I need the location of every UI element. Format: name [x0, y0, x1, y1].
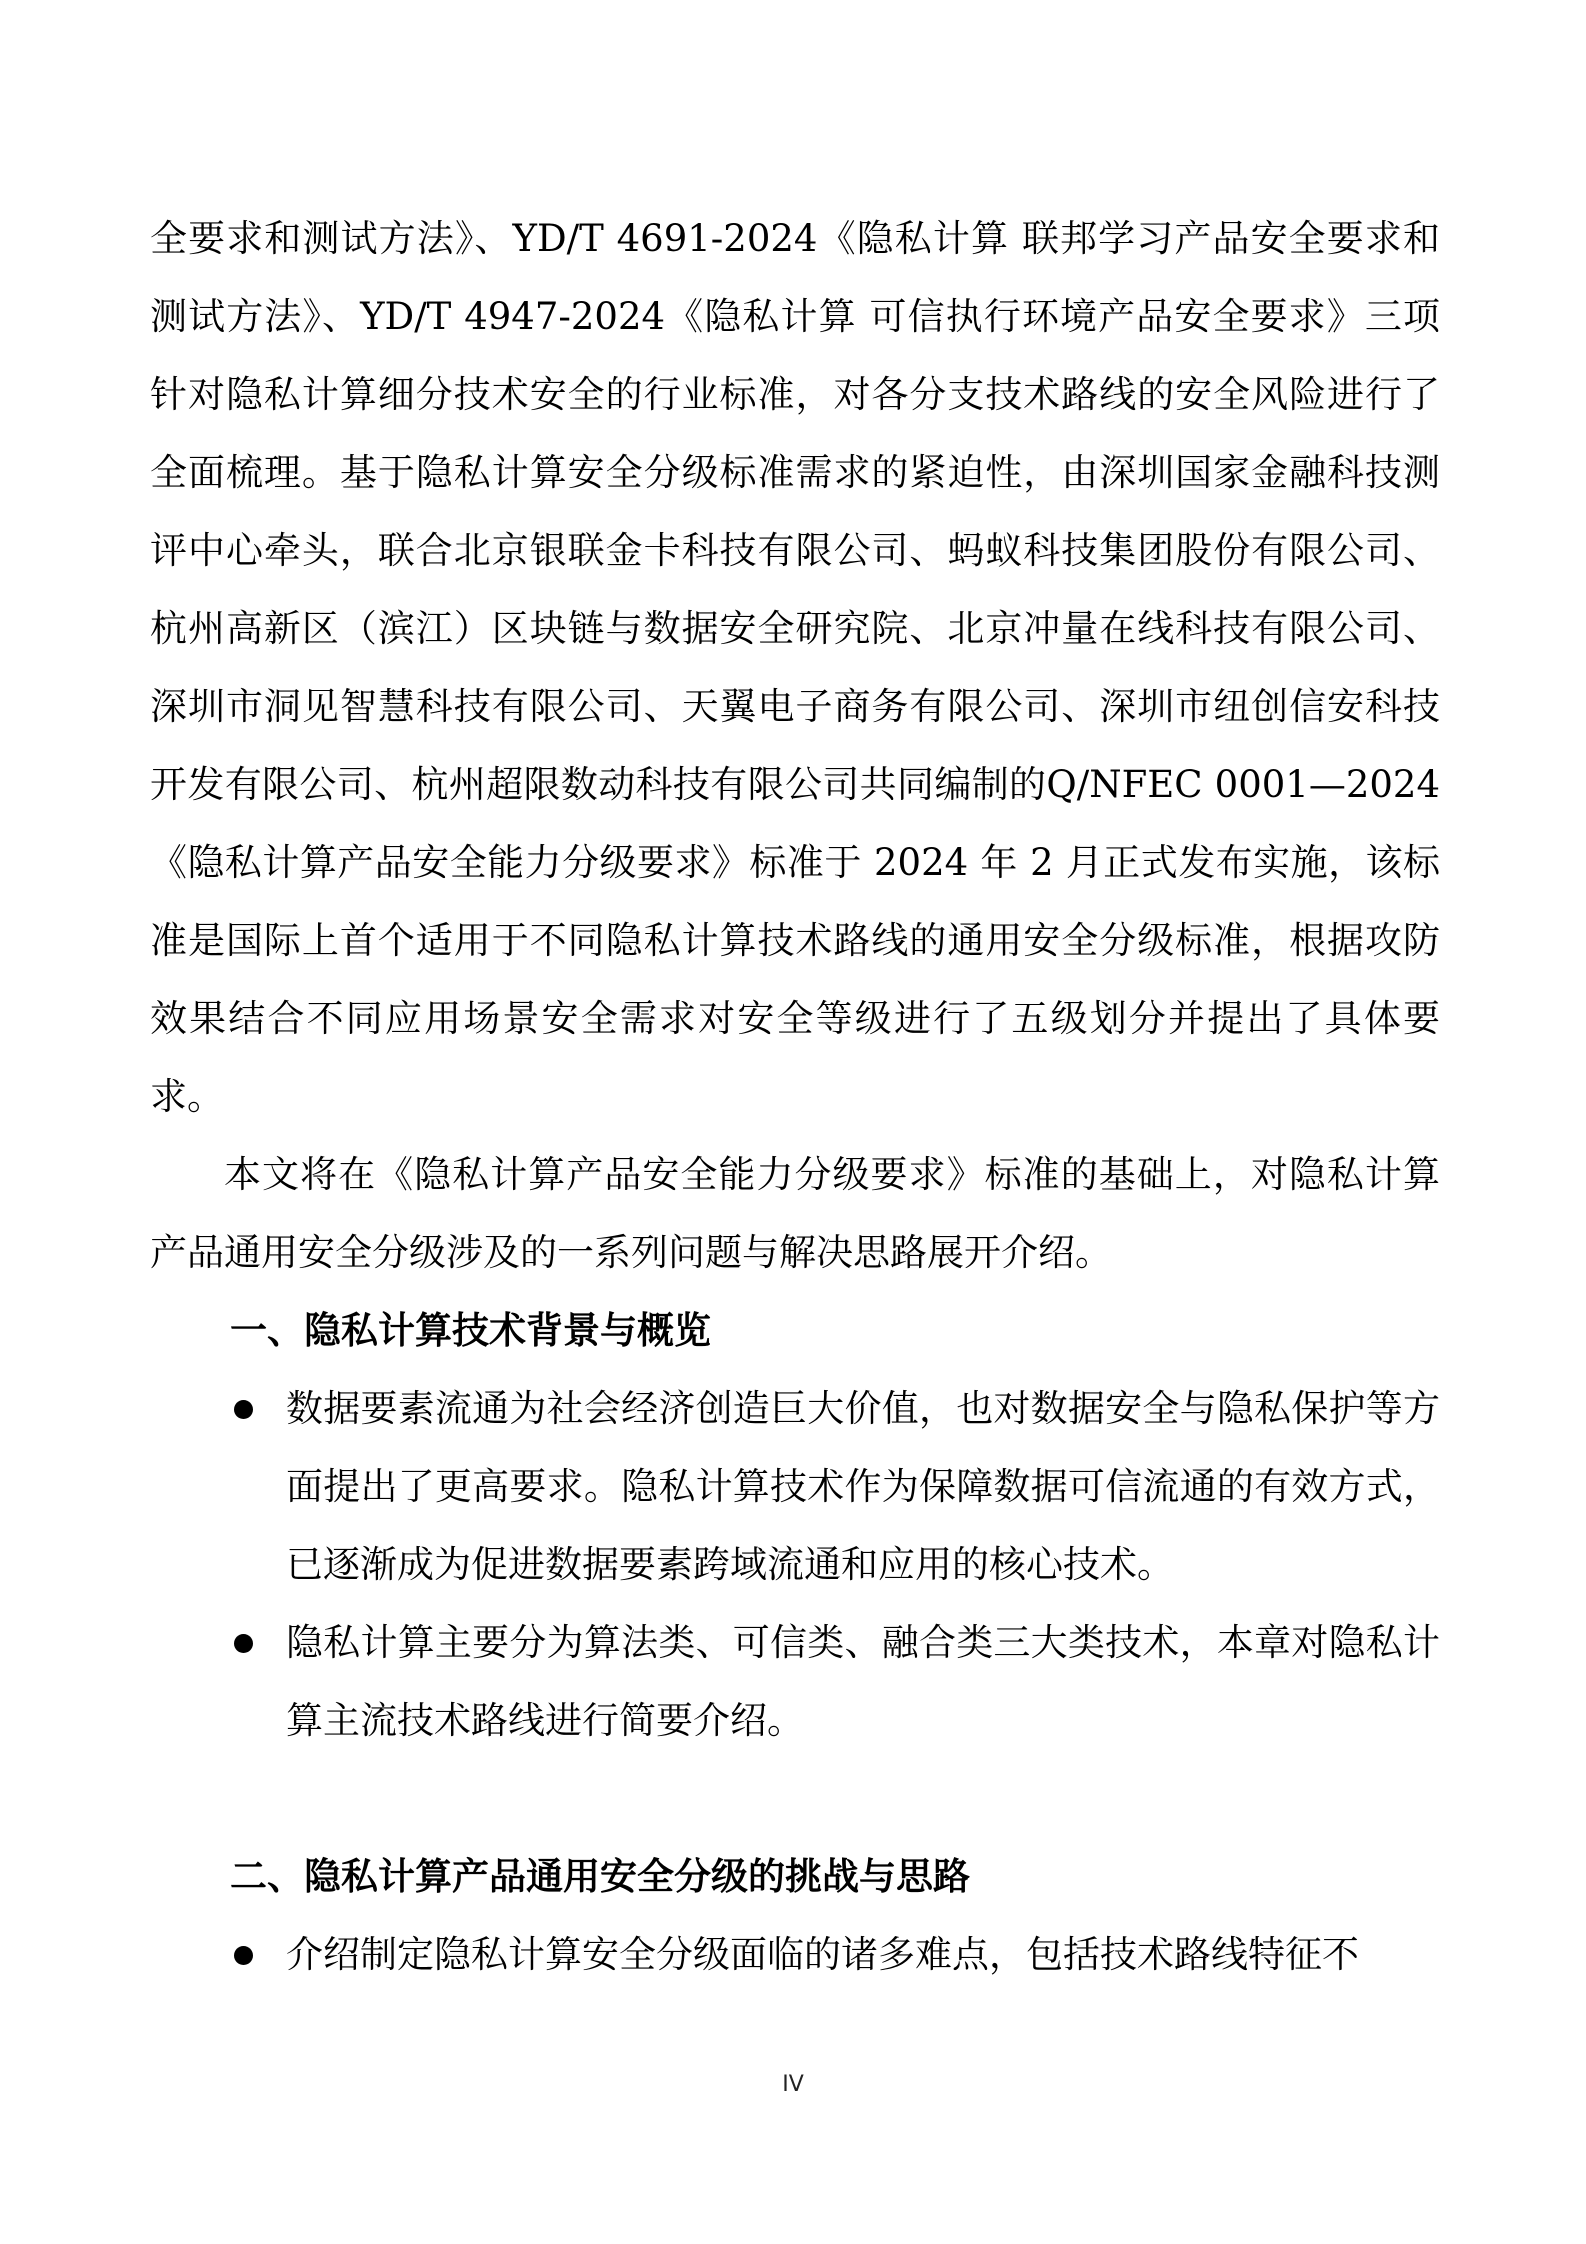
bullet-dot-icon	[234, 1946, 253, 1965]
section-heading-1: 一、隐私计算技术背景与概览	[230, 1309, 711, 1352]
bullet-text: 隐私计算主要分为算法类、可信类、融合类三大类技术，本章对隐私计算主流技术路线进行简要介绍。	[286, 1621, 1440, 1742]
section-heading-2: 二、隐私计算产品通用安全分级的挑战与思路	[230, 1855, 970, 1898]
section-1-bullet-list	[150, 1370, 1440, 1760]
bullet-dot-icon	[234, 1400, 253, 1419]
bullet-item	[150, 1916, 1440, 1994]
body-paragraph-2: 本文将在《隐私计算产品安全能力分级要求》标准的基础上，对隐私计算产品通用安全分级涉及的一系列问题与解决思路展开介绍。	[150, 1153, 1440, 1274]
section-2-bullet-list	[150, 1916, 1440, 1994]
page-number: IV	[782, 2072, 804, 2097]
bullet-item	[150, 1604, 1440, 1760]
page-content	[150, 200, 1440, 1994]
bullet-text: 介绍制定隐私计算安全分级面临的诸多难点，包括技术路线特征不	[286, 1933, 1359, 1976]
bullet-text: 数据要素流通为社会经济创造巨大价值，也对数据安全与隐私保护等方面提出了更高要求。隐私计算技术作为保障数据可信流通的有效方式，已逐渐成为促进数据要素跨域流通和应用的核心技术。	[286, 1387, 1440, 1586]
bullet-item	[150, 1370, 1440, 1604]
bullet-dot-icon	[234, 1634, 253, 1653]
body-paragraph-1: 全要求和测试方法》、YD/T 4691-2024《隐私计算 联邦学习产品安全要求和测试方法》、YD/T 4947-2024《隐私计算 可信执行环境产品安全要求》三项针对隐私计算细分技术安全的行业标准，对各分支技术路线的安全风险进行了全面梳理。基于隐私计算安全分级标准需求的紧迫性，由深圳国家金融科技测评中心牵头，联合北京银联金卡科技有限公司、蚂蚁科技集团股份有限公司、杭州高新区（滨江）区块链与数据安全研究院、北京冲量在线科技有限公司、深圳市洞见智慧科技有限公司、天翼电子商务有限公司、深圳市纽创信安科技开发有限公司、杭州超限数动科技有限公司共同编制的Q/NFEC 0001—2024《隐私计算产品安全能力分级要求》标准于 2024 年 2 月正式发布实施，该标准是国际上首个适用于不同隐私计算技术路线的通用安全分级标准，根据攻防效果结合不同应用场景安全需求对安全等级进行了五级划分并提出了具体要求。	[150, 217, 1440, 1118]
